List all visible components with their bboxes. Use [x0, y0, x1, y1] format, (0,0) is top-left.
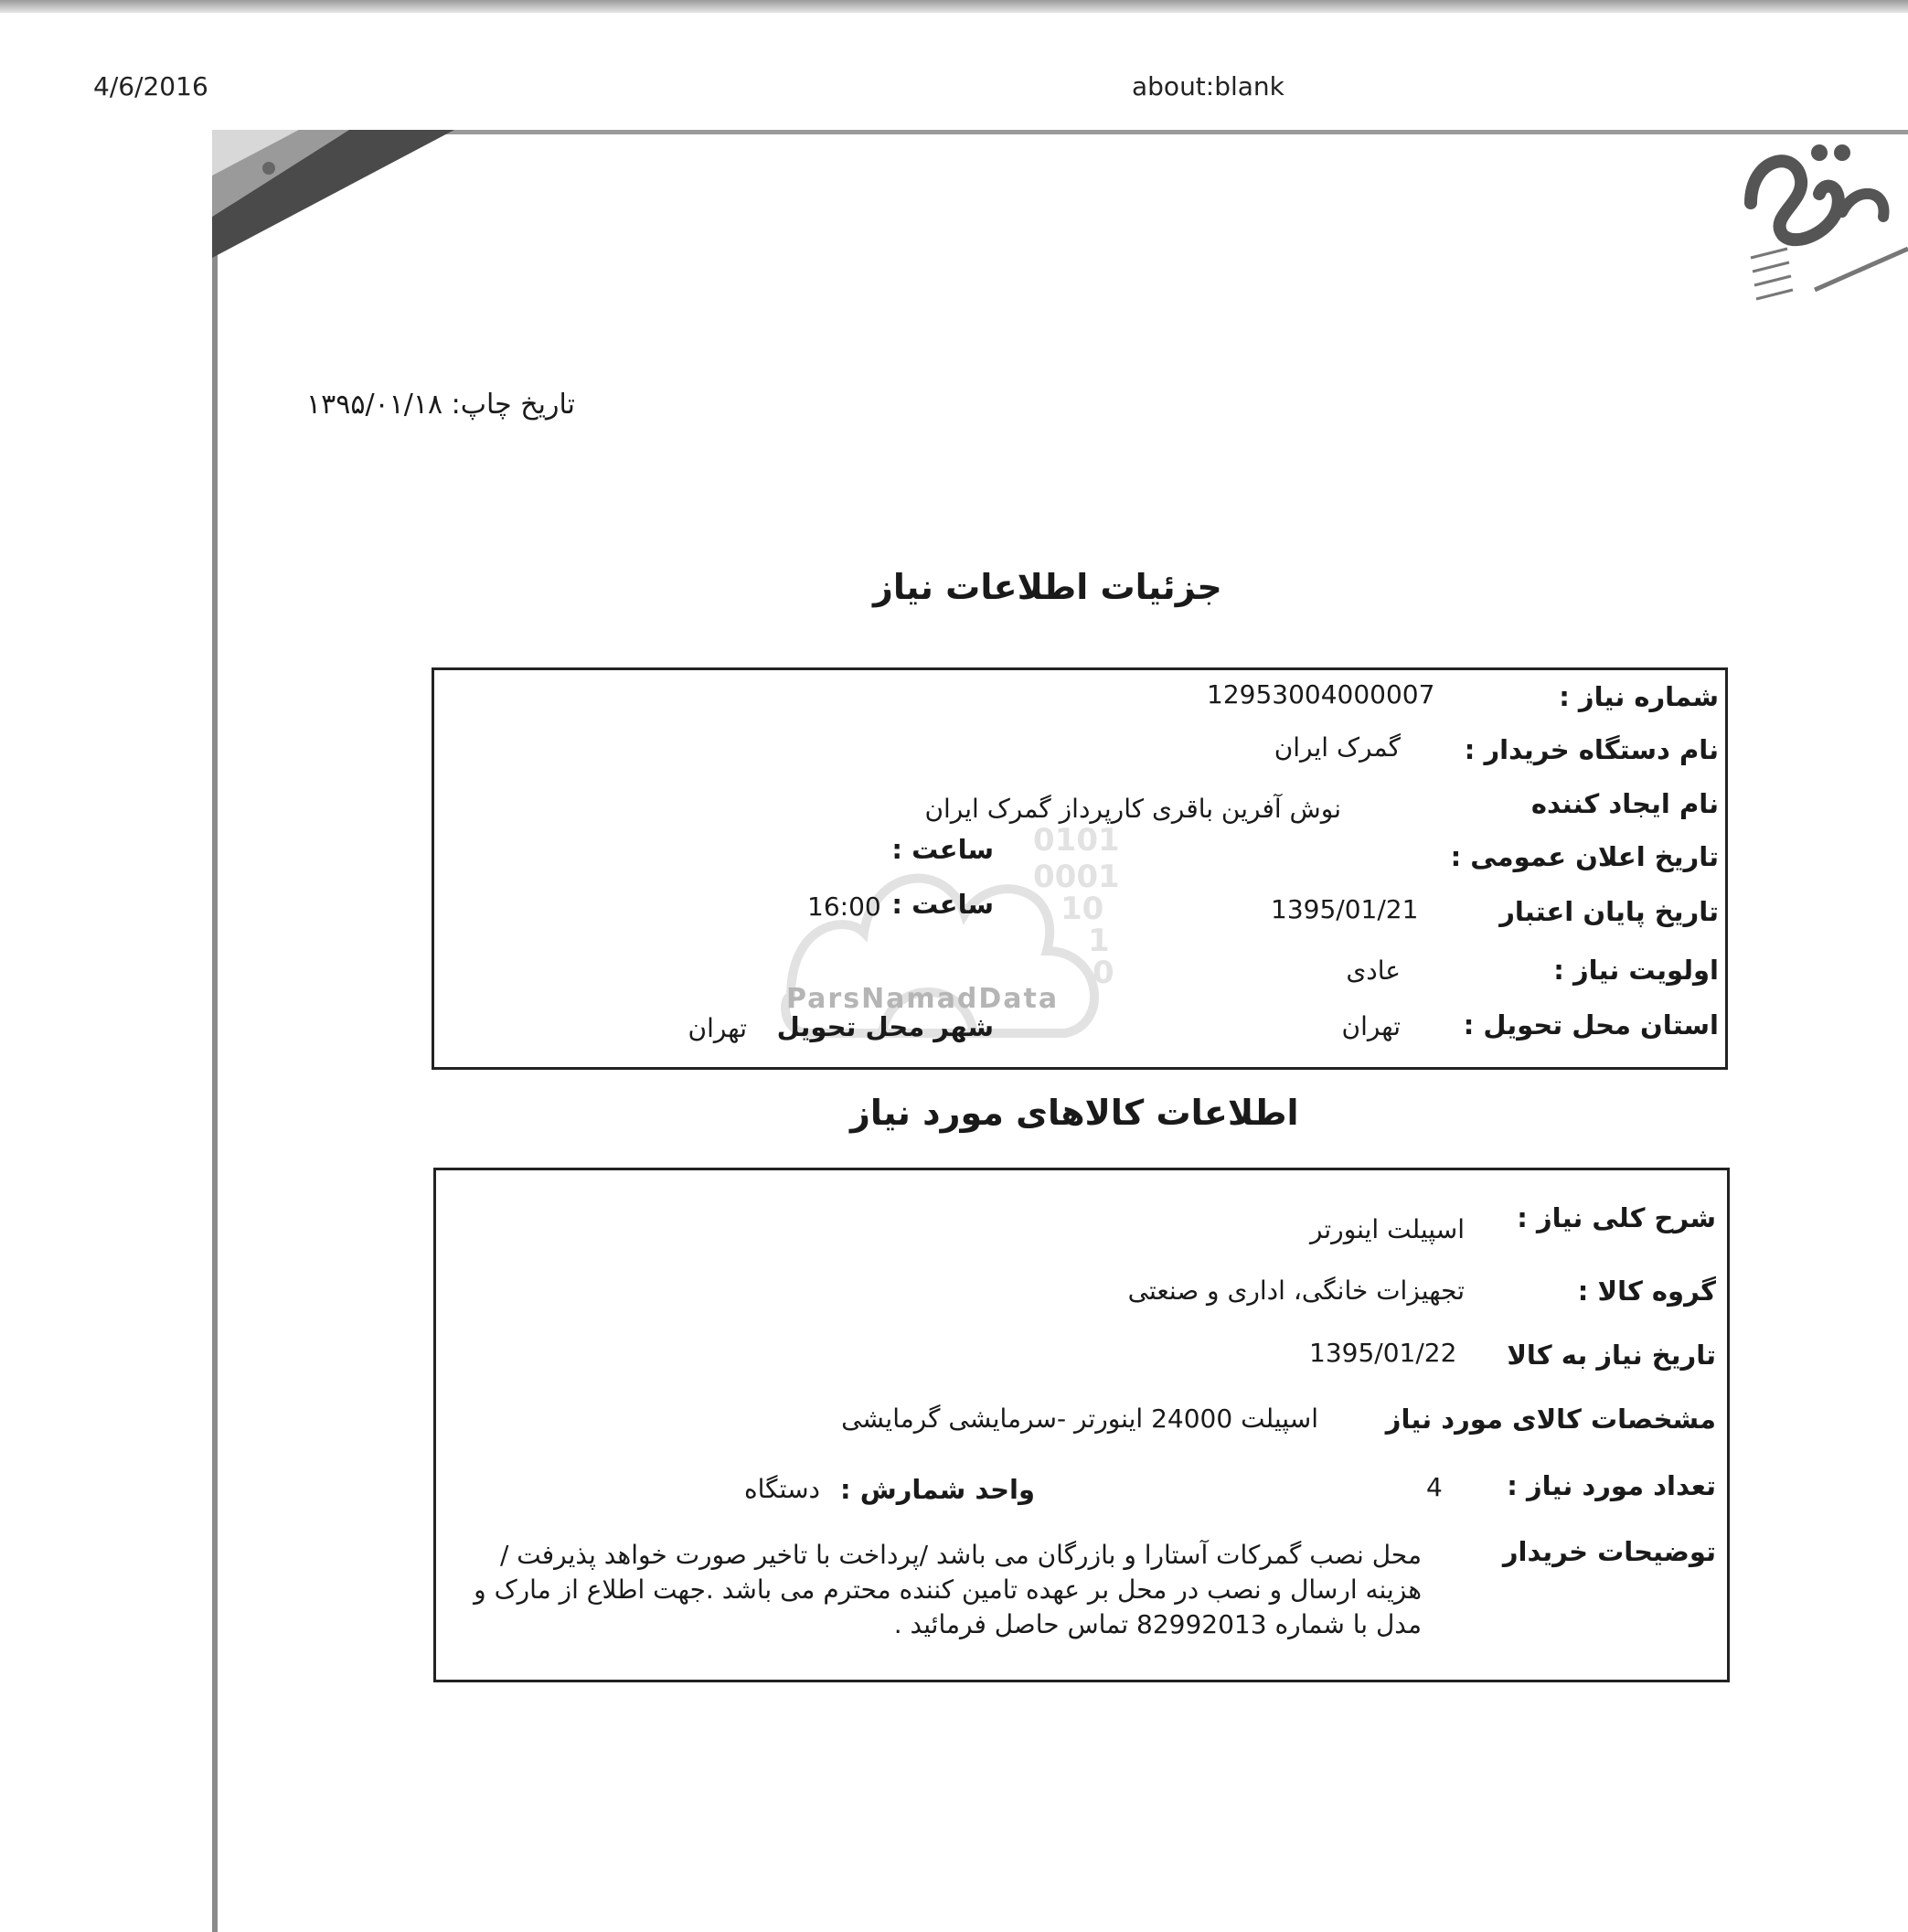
goods-group-label: گروه کالا :	[1577, 1276, 1716, 1307]
province-label: استان محل تحویل :	[1463, 1009, 1719, 1041]
print-date-label: تاریخ چاپ:	[451, 389, 575, 421]
goods-spec: اسپیلت 24000 اینورتر -سرمایشی گرمایشی	[841, 1404, 1318, 1434]
province-value: تهران	[1341, 1011, 1401, 1041]
announce-time-label: ساعت :	[891, 834, 994, 865]
scan-top-edge	[0, 0, 1908, 13]
need-number-label: شماره نیاز :	[1559, 681, 1719, 712]
buyer-name: گمرک ایران	[1274, 732, 1401, 763]
announce-date-label: تاریخ اعلان عمومی :	[1450, 841, 1719, 872]
city-label: شهر محل تحویل	[776, 1011, 994, 1042]
expiry-time: 16:00	[807, 891, 881, 922]
watermark-brand: ParsNamadData	[786, 983, 1060, 1015]
print-date-value: ۱۳۹۵/۰۱/۱۸	[306, 389, 443, 421]
goods-need-date-label: تاریخ نیاز به کالا	[1507, 1340, 1716, 1371]
city-value: تهران	[688, 1013, 747, 1043]
buyer-label: نام دستگاه خریدار :	[1464, 734, 1719, 765]
watermark-digits-5: 0	[1093, 955, 1114, 991]
page-frame-left	[212, 247, 218, 1932]
goods-need-date: 1395/01/22	[1309, 1338, 1457, 1368]
quantity-value: 4	[1426, 1472, 1443, 1502]
expiry-date: 1395/01/21	[1271, 894, 1419, 924]
browser-print-url: about:blank	[1132, 71, 1284, 101]
watermark-digits-1: 0101	[1033, 822, 1120, 859]
priority-value: عادی	[1346, 955, 1401, 986]
unit-value: دستگاه	[743, 1474, 820, 1504]
buyer-notes-label: توضیحات خریدار	[1502, 1536, 1716, 1567]
print-date	[306, 389, 575, 421]
setad-logo	[1732, 130, 1908, 313]
goods-info-title: اطلاعات کالاهای مورد نیاز	[850, 1093, 1299, 1133]
expiry-time-label: ساعت :	[891, 889, 994, 920]
watermark-digits-4: 1	[1088, 923, 1110, 959]
browser-print-date: 4/6/2016	[93, 71, 208, 101]
general-desc: اسپیلت اینورتر	[1309, 1214, 1465, 1244]
expiry-date-label: تاریخ پایان اعتبار	[1499, 896, 1719, 927]
watermark-digits-2: 0001	[1033, 859, 1120, 895]
priority-label: اولویت نیاز :	[1553, 955, 1719, 986]
goods-spec-label: مشخصات کالای مورد نیاز	[1385, 1404, 1716, 1435]
creator-label: نام ایجاد کننده	[1530, 788, 1719, 819]
creator-name: نوش آفرین باقری کارپرداز گمرک ایران	[924, 794, 1341, 824]
buyer-notes: محل نصب گمرکات آستارا و بازرگان می باشد /پرداخت با تاخیر صورت خواهد پذیرفت / هزینه ارسال و نصب در محل بر عهده تامین کننده محترم می باشد .جهت اطلاع از مارک و مدل با شماره 82992013 تماس حاصل فرمائید .	[474, 1540, 1422, 1639]
goods-group: تجهیزات خانگی، اداری و صنعتی	[1127, 1276, 1465, 1306]
need-number: 12953004000007	[1207, 679, 1435, 710]
general-desc-label: شرح کلی نیاز :	[1517, 1202, 1716, 1233]
unit-label: واحد شمارش :	[840, 1474, 1035, 1505]
iran-flag-band-icon	[212, 130, 468, 258]
watermark-digits-3: 10	[1061, 891, 1104, 927]
quantity-label: تعداد مورد نیاز :	[1507, 1470, 1716, 1501]
need-details-title: جزئیات اطلاعات نیاز	[873, 567, 1222, 607]
